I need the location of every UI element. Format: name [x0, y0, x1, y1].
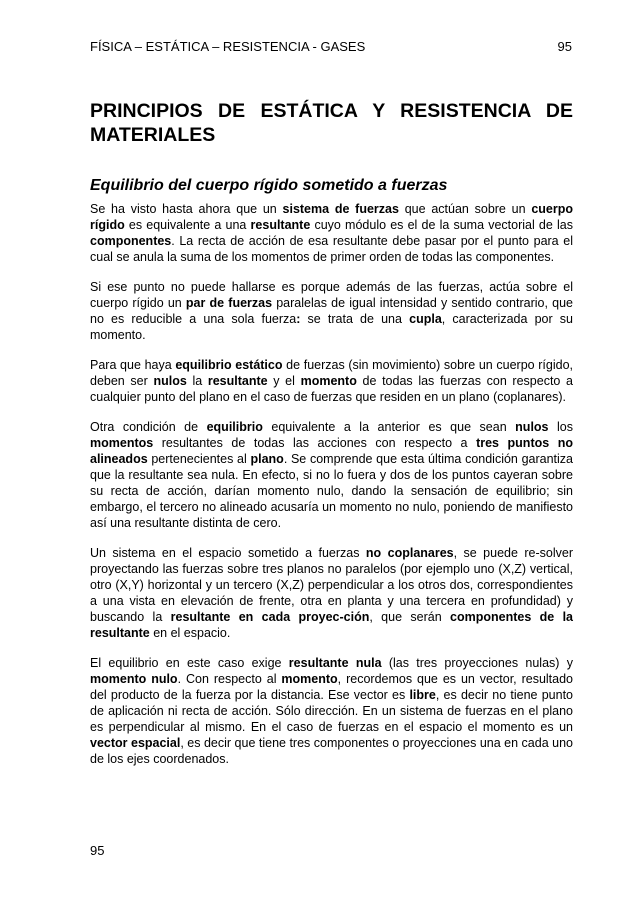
text-run: en el espacio.	[149, 626, 231, 640]
text-run: la	[186, 374, 208, 388]
paragraph	[90, 201, 573, 265]
bold-term: libre	[409, 688, 436, 702]
text-run: El equilibrio en este caso exige	[90, 656, 289, 670]
bold-term: equilibrio estático	[175, 358, 283, 372]
bold-term: nulos	[515, 420, 549, 434]
text-run: de todas las fuerzas con respecto a cualquier punto del plano en el caso de fuerzas que residen en un plano (coplanares).	[90, 374, 573, 404]
text-run: (las tres proyecciones nulas) y	[381, 656, 573, 670]
text-run: resultantes de todas las acciones con respecto a	[153, 436, 477, 450]
footer-page-number: 95	[90, 843, 105, 858]
text-run: Otra condición de	[90, 420, 207, 434]
bold-term: equilibrio	[206, 420, 263, 434]
text-run: , es decir que tiene tres componentes o proyecciones una en cada uno de los ejes coordenados.	[90, 736, 573, 766]
text-run: cuyo módulo es el de la suma vectorial de las	[310, 218, 573, 232]
text-run: Se ha visto hasta ahora que un	[90, 202, 283, 216]
section-subtitle: Equilibrio del cuerpo rígido sometido a fuerzas	[90, 177, 448, 194]
bold-term: tres puntos no alineados	[90, 436, 574, 466]
bold-term: no coplanares	[365, 546, 454, 560]
header-page-number: 95	[557, 39, 572, 54]
bold-term: momento	[300, 374, 357, 388]
text-run: . La recta de acción de esa resultante debe pasar por el punto para el cual se anula la suma de los momentos de primer orden de todas las componentes.	[90, 234, 573, 264]
text-run: , caracterizada por su momento.	[90, 312, 574, 342]
text-run: Para que haya	[90, 358, 176, 372]
paragraph	[90, 279, 573, 343]
text-run: Si ese punto no puede hallarse es porque además de las fuerzas, actúa sobre el cuerpo rígido un	[90, 280, 573, 310]
text-run: que actúan sobre un	[398, 202, 532, 216]
bold-term: componentes de la resultante	[90, 610, 573, 640]
bold-term: resultante	[250, 218, 311, 232]
bold-term: cupla	[409, 312, 442, 326]
paragraph	[90, 545, 573, 641]
text-run: , recordemos que es un vector, resultado del producto de la fuerza por la distancia. Ese vector es	[90, 672, 573, 702]
text-run: , se puede re-solver proyectando las fuerzas sobre tres planos no paralelos (por ejemplo uno (X,Z) vertical, otro (X,Y) horizontal y un tercero (X,Z) perpendicular a los otros dos, correspondientes a una vista en elevación de frente, otra en planta y una tercera en profundidad) y buscando la	[90, 546, 574, 624]
bold-term: resultante	[207, 374, 268, 388]
paragraph	[90, 419, 573, 531]
bold-term: cuerpo rígido	[90, 202, 573, 232]
text-run: equivalente a la anterior es que sean	[262, 420, 516, 434]
text-run: de fuerzas (sin movimiento) sobre un cuerpo rígido, deben ser	[90, 358, 573, 388]
text-run: paralelas de igual intensidad y sentido contrario, que no es reducible a una sola fuerza	[90, 296, 573, 326]
bold-term: nulos	[153, 374, 187, 388]
bold-term: sistema de fuerzas	[282, 202, 399, 216]
body-text	[90, 201, 573, 781]
bold-term: componentes	[90, 234, 172, 248]
bold-term: :	[296, 312, 301, 326]
text-run: , es decir no tiene punto de aplicación ni recta de acción. Sólo dirección. En un sistema de fuerzas en el plano es perpendicular al mismo. En el caso de fuerzas en el espacio el momento es un	[90, 688, 573, 734]
text-run: . Se comprende que esta última condición garantiza que la resultante sea nula. En efecto, si no lo fuera y dos de los puntos cayeran sobre su recta de acción, darían momento nulo, dando la sensación de equilibrio; sin embargo, el tercero no alineado acusaría un momento no nulo, poniendo de manifiesto así una resultante distinta de cero.	[90, 452, 573, 530]
bold-term: plano	[250, 452, 284, 466]
bold-term: resultante nula	[288, 656, 382, 670]
bold-term: par de fuerzas	[185, 296, 273, 310]
text-run: se trata de una	[300, 312, 410, 326]
text-run: es equivalente a una	[124, 218, 251, 232]
bold-term: vector espacial	[90, 736, 181, 750]
text-run: los	[548, 420, 574, 434]
text-run: . Con respecto al	[177, 672, 282, 686]
bold-term: momento	[281, 672, 338, 686]
text-run: pertenecientes al	[147, 452, 251, 466]
paragraph	[90, 357, 573, 405]
paragraph	[90, 655, 573, 767]
text-run: , que serán	[369, 610, 451, 624]
bold-term: resultante en cada proyec-ción	[170, 610, 370, 624]
bold-term: momentos	[90, 436, 154, 450]
running-header	[90, 37, 572, 57]
text-run: Un sistema en el espacio sometido a fuerzas	[90, 546, 366, 560]
bold-term: momento nulo	[90, 672, 178, 686]
header-title: FÍSICA – ESTÁTICA – RESISTENCIA - GASES	[90, 39, 366, 54]
text-run: y el	[267, 374, 301, 388]
page-title: PRINCIPIOS DE ESTÁTICA Y RESISTENCIA DE MATERIALES	[90, 100, 573, 146]
